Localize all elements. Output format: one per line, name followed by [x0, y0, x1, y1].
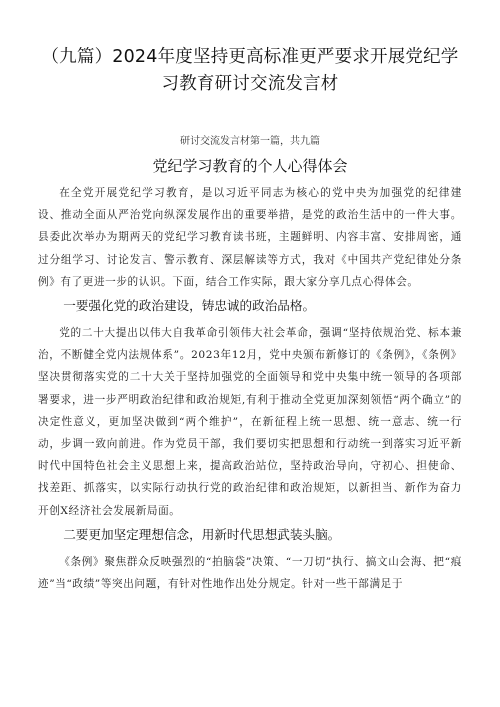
document-title — [38, 44, 462, 98]
section-1-paragraph: 党的二十大提出以伟大自我革命引领伟大社会革命，强调“坚持依规治党、标本兼治，不断健全党内法规体系”。2023年12月，党中央颁布新修订的《条例》，《条例》坚决贯彻落实党的二十大关于坚持加强党的全面领导和党中央集中统一领导的各项部署要求，进一步严明政治纪律和政治规矩,有利于推动全党更加深刻领悟“两个确立”的决定性意义，更加坚决做到“两个维护”，在新征程上统一思想、统一意志、统一行动，步调一致向前进。作为党员干部，我们要切实把思想和行动统一到落实习近平新时代中国特色社会主义思想上来，提高政治站位，坚持政治导向，守初心、担使命、找差距、抓落实，以实际行动执行党的政治纪律和政治规矩，以新担当、新作为奋力开创X经济社会发展新局面。 — [38, 327, 462, 517]
section-heading-2: 二要更加坚定理想信念，用新时代思想武装头脑。 — [63, 526, 341, 542]
section-heading-1: 一要强化党的政治建设，铸忠诚的政治品格。 — [63, 298, 316, 314]
document-title-line-1: （九篇）2024年度坚持更高标准更严要求开展党纪学 — [41, 47, 459, 67]
section-2-paragraph: 《条例》聚焦群众反映强烈的“拍脑袋”决策、“一刀切”执行、搞文山会海、把“痕迹”当“政绩”等突出问题，有针对性地作出处分规定。针对一些干部满足于 — [38, 555, 462, 591]
article-subhead: 研讨交流发言材第一篇，共九篇 — [180, 136, 320, 147]
document-title-line-2: 习教育研讨交流发言材 — [161, 74, 339, 94]
article-title: 党纪学习教育的个人心得体会 — [152, 157, 348, 175]
intro-paragraph: 在全党开展党纪学习教育，是以习近平同志为核心的党中央为加强党的纪律建设、推动全面从严治党向纵深发展作出的重要举措，是党的政治生活中的一件大事。县委此次举办为期两天的党纪学习教育读书班，主题鲜明、内容丰富、安排周密，通过分组学习、讨论发言、警示教育、深层解读等方式，我对《中国共产党纪律处分条例》有了更进一步的认识。下面，结合工作实际，跟大家分享几点心得体会。 — [38, 187, 462, 288]
